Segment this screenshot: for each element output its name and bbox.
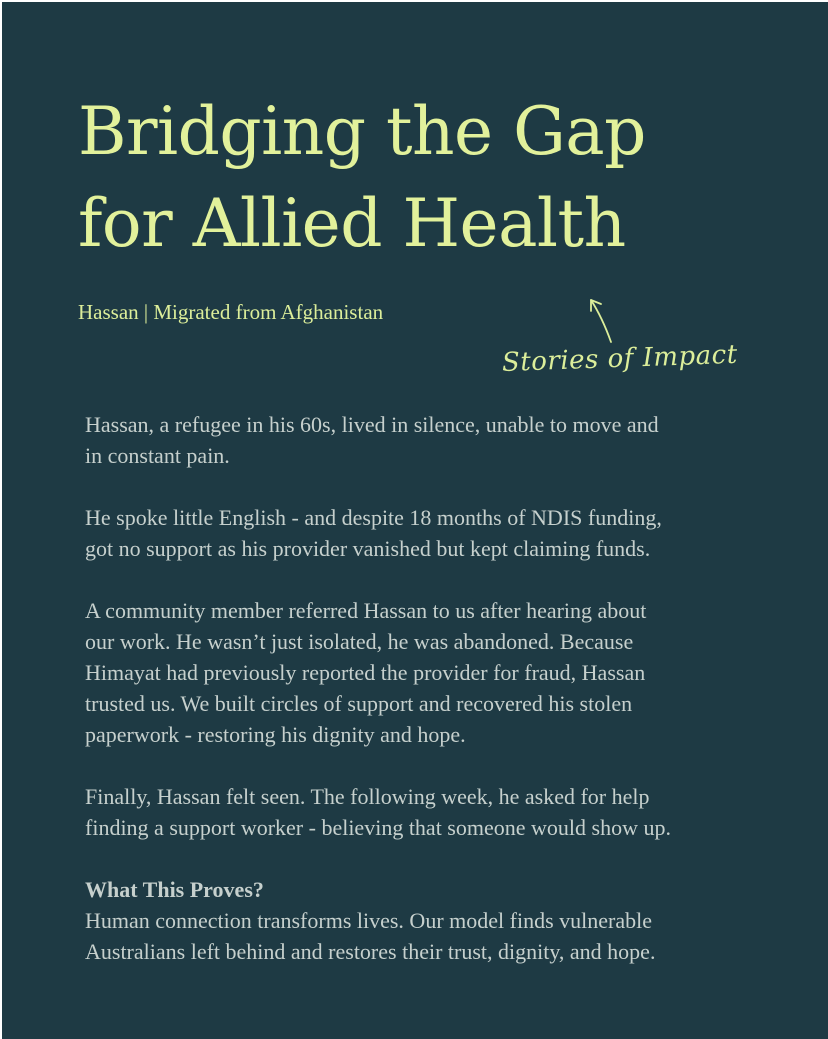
paragraph-line: finding a support worker - believing that someone would show up. xyxy=(85,815,671,840)
paragraph-line: A community member referred Hassan to us after hearing about xyxy=(85,598,647,623)
paragraph-line: in constant pain. xyxy=(85,443,230,468)
paragraph-line: paperwork - restoring his dignity and hope. xyxy=(85,722,466,747)
paragraph-4 xyxy=(85,781,775,843)
paragraph-line: Finally, Hassan felt seen. The following week, he asked for help xyxy=(85,784,650,809)
conclusion xyxy=(85,874,775,967)
story-card xyxy=(2,2,828,1039)
paragraph-line: our work. He wasn’t just isolated, he was abandoned. Because xyxy=(85,629,634,654)
paragraph-line: trusted us. We built circles of support and recovered his stolen xyxy=(85,691,633,716)
paragraph-line: Himayat had previously reported the provider for fraud, Hassan xyxy=(85,660,646,685)
story-body xyxy=(85,409,775,998)
paragraph-line: Human connection transforms lives. Our model finds vulnerable xyxy=(85,908,652,933)
stories-of-impact-annotation xyxy=(502,292,752,392)
paragraph-line: got no support as his provider vanished but kept claiming funds. xyxy=(85,536,651,561)
paragraph-3 xyxy=(85,595,775,750)
paragraph-2 xyxy=(85,502,775,564)
paragraph-line: Australians left behind and restores their trust, dignity, and hope. xyxy=(85,939,656,964)
subtitle: Hassan | Migrated from Afghanistan xyxy=(78,300,384,324)
paragraph-1 xyxy=(85,409,775,471)
conclusion-heading: What This Proves? xyxy=(85,877,264,902)
paragraph-line: Hassan, a refugee in his 60s, lived in silence, unable to move and xyxy=(85,412,659,437)
title-line-2: for Allied Health xyxy=(78,185,626,262)
annotation-text: Stories of Impact xyxy=(501,339,739,378)
title-line-1: Bridging the Gap xyxy=(78,93,646,170)
paragraph-line: He spoke little English - and despite 18 months of NDIS funding, xyxy=(85,505,662,530)
page-title xyxy=(78,86,778,270)
